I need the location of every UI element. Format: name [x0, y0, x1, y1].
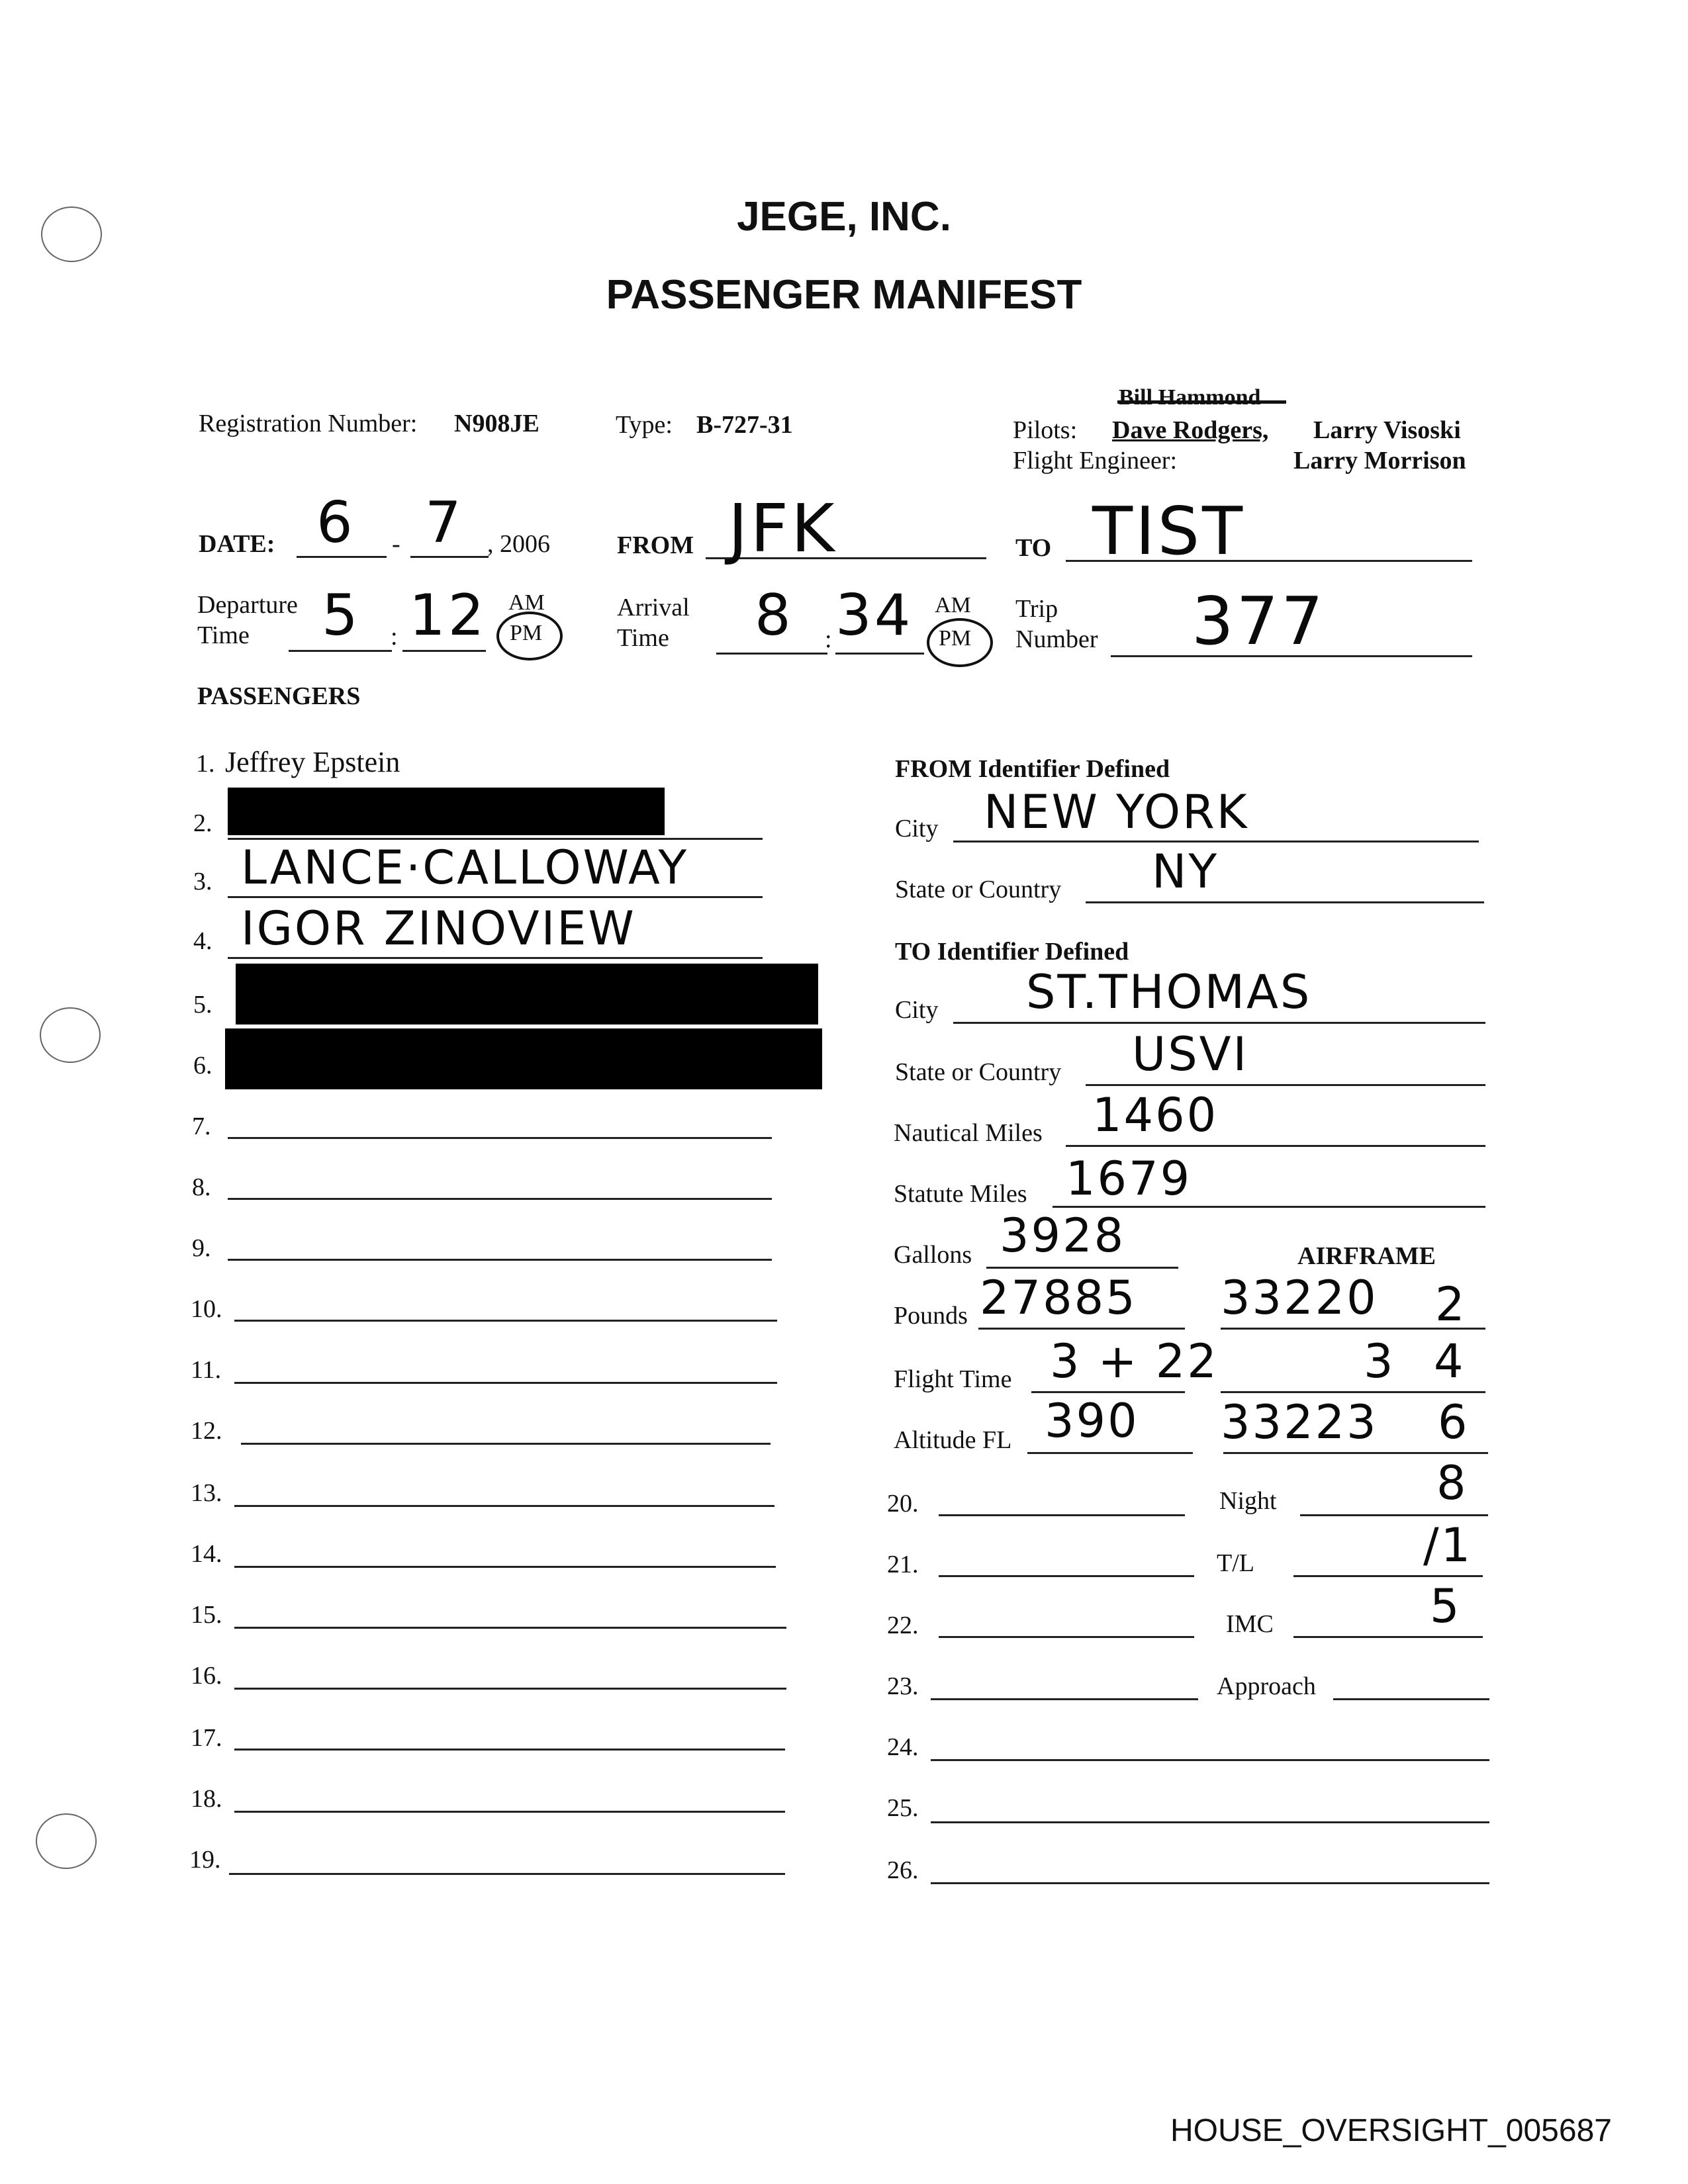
- right-row-number: 26.: [887, 1856, 919, 1884]
- pilot-struck-name: Bill Hammond: [1119, 385, 1261, 410]
- departure-label-1: Departure: [197, 591, 298, 619]
- nautical-miles-value: 1460: [1092, 1088, 1219, 1142]
- redaction-block: [225, 1028, 822, 1089]
- bates-number: HOUSE_OVERSIGHT_005687: [1170, 2113, 1612, 2148]
- passenger-number: 13.: [191, 1479, 222, 1507]
- type-value: B-727-31: [696, 411, 793, 439]
- passenger-line: [234, 1566, 776, 1568]
- date-day: 7: [425, 490, 464, 556]
- passenger-line: [229, 1873, 785, 1875]
- arrival-minute: 34: [835, 582, 914, 649]
- flight-engineer-label: Flight Engineer:: [1013, 447, 1178, 475]
- passenger-number: 10.: [191, 1295, 222, 1323]
- tl-line: [1293, 1575, 1483, 1577]
- nautical-miles-label: Nautical Miles: [894, 1119, 1043, 1147]
- arrival-pm-circle: [927, 618, 993, 667]
- registration-label: Registration Number:: [199, 410, 418, 437]
- passenger-number: 6.: [193, 1052, 212, 1079]
- pilot-1: Dave Rodgers,: [1112, 416, 1269, 444]
- airframe-heading: AIRFRAME: [1297, 1242, 1436, 1270]
- passenger-number: 17.: [191, 1724, 222, 1752]
- passenger-line: [234, 1382, 777, 1384]
- to-value: TIST: [1092, 492, 1246, 570]
- pounds-line: [978, 1328, 1185, 1330]
- to-state-label: State or Country: [895, 1058, 1062, 1086]
- passenger-number: 4.: [193, 927, 212, 955]
- passenger-number: 19.: [189, 1846, 221, 1874]
- from-identifier-heading: FROM Identifier Defined: [895, 755, 1170, 783]
- tl-value: /1: [1423, 1518, 1473, 1572]
- right-row-number: 20.: [887, 1490, 919, 1518]
- strikethrough: [1117, 400, 1286, 404]
- arrival-colon: :: [825, 625, 832, 653]
- airframe-line-2: [1221, 1391, 1485, 1393]
- imc-label: IMC: [1226, 1610, 1274, 1638]
- passenger-line: [234, 1811, 785, 1813]
- right-row-line: [939, 1514, 1185, 1516]
- airframe-row1-decimal: 2: [1435, 1277, 1467, 1332]
- trip-label-2: Number: [1015, 625, 1098, 653]
- passenger-line: [234, 1688, 786, 1690]
- night-value: 8: [1436, 1456, 1468, 1510]
- redaction-block: [228, 788, 665, 835]
- imc-value: 5: [1430, 1579, 1462, 1633]
- nautical-miles-line: [1066, 1145, 1485, 1147]
- right-row-number: 22.: [887, 1612, 919, 1639]
- gallons-line: [986, 1267, 1178, 1269]
- airframe-row3-decimal: 6: [1438, 1395, 1470, 1449]
- passenger-line: [228, 1137, 772, 1139]
- airframe-line-3: [1223, 1452, 1488, 1454]
- statute-miles-line: [1053, 1206, 1485, 1208]
- passenger-number: 1.: [196, 750, 215, 778]
- to-label: TO: [1015, 534, 1052, 562]
- arrival-pm: PM: [939, 626, 972, 651]
- right-row-line: [939, 1636, 1194, 1638]
- passenger-number: 8.: [192, 1173, 211, 1201]
- redaction-block: [236, 964, 818, 1024]
- passenger-number: 7.: [192, 1113, 211, 1140]
- passenger-line: [228, 1259, 772, 1261]
- binder-hole-bottom: [36, 1813, 97, 1869]
- passenger-name: Jeffrey Epstein: [225, 746, 400, 778]
- night-line: [1300, 1514, 1488, 1516]
- passenger-number: 11.: [191, 1356, 222, 1384]
- company-name: JEGE, INC.: [737, 194, 951, 240]
- statute-miles-value: 1679: [1066, 1152, 1192, 1206]
- to-city-value: ST.THOMAS: [1026, 965, 1312, 1019]
- flight-time-label: Flight Time: [894, 1365, 1012, 1393]
- flight-time-value: 3 + 22: [1050, 1334, 1219, 1388]
- from-city-line: [953, 841, 1479, 842]
- altitude-label: Altitude FL: [894, 1426, 1012, 1454]
- date-month: 6: [316, 490, 355, 556]
- type-label: Type:: [616, 411, 673, 439]
- passenger-number: 15.: [191, 1601, 222, 1629]
- pounds-label: Pounds: [894, 1302, 968, 1330]
- from-state-value: NY: [1152, 844, 1219, 899]
- date-label: DATE:: [199, 530, 275, 558]
- passenger-name: LANCE·CALLOWAY: [241, 841, 689, 895]
- right-row-line: [939, 1575, 1194, 1577]
- right-row-line: [931, 1882, 1489, 1884]
- departure-pm: PM: [510, 621, 543, 645]
- binder-hole-middle: [40, 1007, 101, 1063]
- passenger-line: [241, 1443, 771, 1445]
- passenger-line: [234, 1627, 786, 1629]
- right-row-number: 21.: [887, 1551, 919, 1578]
- tl-label: T/L: [1217, 1549, 1254, 1577]
- airframe-row2-decimal: 4: [1434, 1334, 1466, 1388]
- airframe-row2: 3: [1364, 1334, 1395, 1388]
- airframe-row1: 33220: [1221, 1271, 1378, 1325]
- arrival-hour-line: [716, 653, 827, 655]
- passenger-line: [234, 1505, 774, 1507]
- approach-line: [1333, 1698, 1489, 1700]
- trip-label-1: Trip: [1015, 595, 1058, 623]
- right-row-number: 24.: [887, 1733, 919, 1761]
- from-label: FROM: [617, 531, 694, 559]
- departure-colon: :: [391, 623, 398, 651]
- passenger-line: [234, 1749, 785, 1751]
- passenger-line: [234, 1320, 777, 1322]
- pilot-2: Larry Visoski: [1313, 416, 1461, 444]
- passenger-number: 5.: [193, 991, 212, 1019]
- right-row-number: 25.: [887, 1794, 919, 1822]
- departure-label-2: Time: [197, 621, 250, 649]
- date-day-line: [410, 556, 489, 558]
- to-city-line: [953, 1022, 1485, 1024]
- date-year: , 2006: [487, 530, 550, 558]
- from-value: JFK: [728, 490, 837, 567]
- passenger-number: 16.: [191, 1662, 222, 1690]
- altitude-value: 390: [1045, 1394, 1139, 1448]
- from-state-line: [1086, 901, 1484, 903]
- flight-engineer-value: Larry Morrison: [1293, 447, 1466, 475]
- date-dash: -: [392, 530, 400, 558]
- passenger-number: 2.: [193, 809, 212, 837]
- gallons-value: 3928: [1000, 1208, 1126, 1263]
- arrival-label-2: Time: [617, 624, 669, 652]
- passenger-line: [228, 838, 763, 840]
- from-city-label: City: [895, 815, 939, 842]
- arrival-am: AM: [935, 593, 971, 617]
- airframe-row3: 33223: [1221, 1395, 1378, 1449]
- altitude-line: [1027, 1452, 1193, 1454]
- right-row-number: 23.: [887, 1672, 919, 1700]
- from-city-value: NEW YORK: [984, 785, 1249, 839]
- to-state-value: USVI: [1132, 1027, 1249, 1081]
- arrival-hour: 8: [755, 582, 794, 649]
- document-title: PASSENGER MANIFEST: [606, 272, 1082, 318]
- night-label: Night: [1219, 1487, 1277, 1515]
- departure-hour-line: [289, 650, 392, 652]
- date-month-line: [297, 556, 387, 558]
- to-identifier-heading: TO Identifier Defined: [895, 938, 1129, 966]
- registration-value: N908JE: [454, 410, 539, 437]
- passenger-number: 3.: [193, 868, 212, 895]
- passenger-number: 14.: [191, 1540, 222, 1568]
- to-city-label: City: [895, 996, 939, 1024]
- to-state-line: [1086, 1084, 1485, 1086]
- pounds-value: 27885: [980, 1271, 1137, 1325]
- passenger-name: IGOR ZINOVIEW: [241, 901, 636, 956]
- departure-hour: 5: [322, 582, 361, 649]
- passenger-number: 9.: [192, 1234, 211, 1262]
- from-state-label: State or Country: [895, 876, 1062, 903]
- right-row-line: [931, 1821, 1489, 1823]
- arrival-label-1: Arrival: [617, 594, 690, 621]
- flight-time-line: [1031, 1391, 1185, 1393]
- departure-minute-line: [402, 650, 486, 652]
- passenger-line: [228, 1198, 772, 1200]
- passenger-line: [228, 896, 763, 898]
- passenger-line: [228, 957, 763, 959]
- statute-miles-label: Statute Miles: [894, 1180, 1027, 1208]
- approach-label: Approach: [1217, 1672, 1316, 1700]
- gallons-label: Gallons: [894, 1241, 972, 1269]
- departure-minute: 12: [409, 582, 487, 649]
- right-row-line: [931, 1759, 1489, 1761]
- passenger-number: 18.: [191, 1785, 222, 1813]
- imc-line: [1293, 1636, 1483, 1638]
- trip-number: 377: [1192, 582, 1326, 660]
- departure-am: AM: [508, 590, 545, 615]
- passenger-number: 12.: [191, 1417, 222, 1445]
- right-row-line: [931, 1698, 1198, 1700]
- departure-pm-circle: [496, 612, 563, 660]
- pilots-label: Pilots:: [1013, 416, 1078, 444]
- passengers-heading: PASSENGERS: [197, 682, 361, 710]
- arrival-minute-line: [835, 653, 924, 655]
